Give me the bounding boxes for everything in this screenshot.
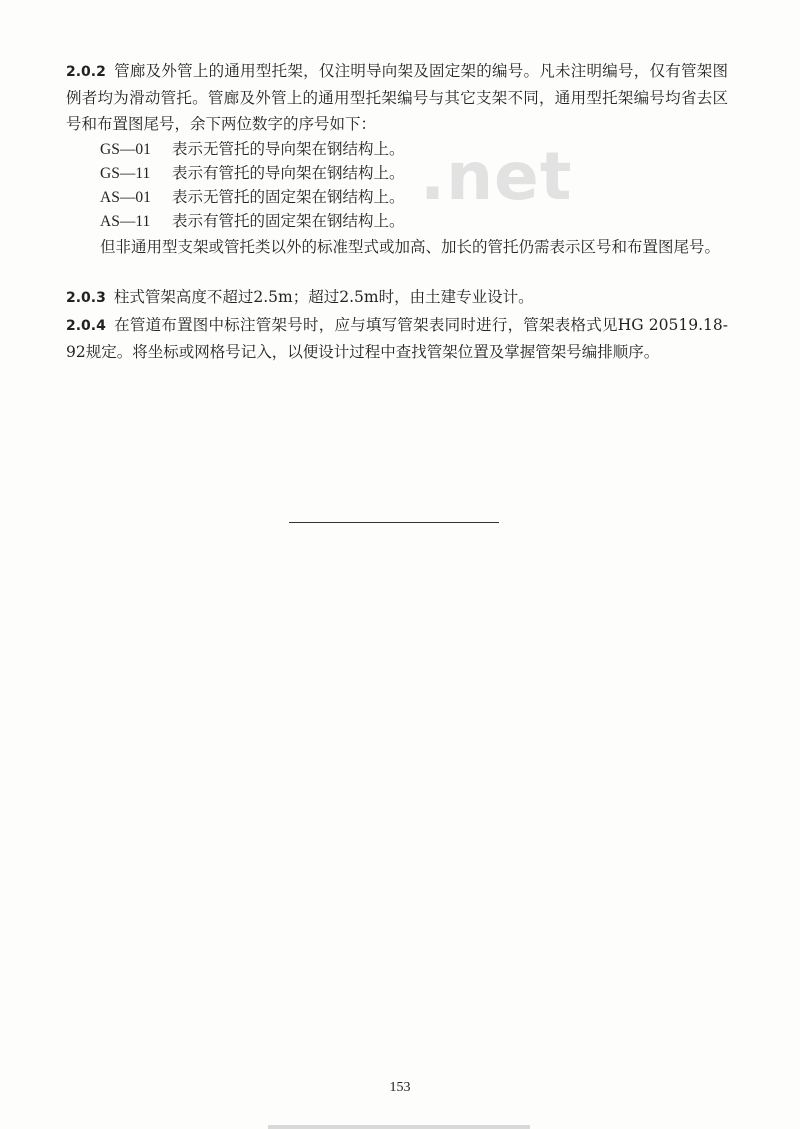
- section-number: 2.0.4: [66, 318, 106, 334]
- section-text: 在管道布置图中标注管架号时，应与填写管架表同时进行，管架表格式见HG 20519.18-92规定。将坐标或网格号记入，以便设计过程中查找管架位置及掌握管架号编排顺序。: [66, 316, 728, 361]
- code-line-as11: [100, 208, 405, 235]
- code-label: AS—01: [100, 189, 151, 206]
- code-line-as01: [100, 184, 405, 211]
- code-description: 表示有管托的固定架在钢结构上。: [172, 212, 405, 230]
- scan-edge: [268, 1125, 530, 1129]
- watermark: .net: [420, 138, 573, 215]
- section-2-0-3: [66, 284, 728, 311]
- code-description: 表示有管托的导向架在钢结构上。: [172, 164, 405, 182]
- end-rule: [289, 522, 499, 523]
- code-description: 表示无管托的固定架在钢结构上。: [172, 188, 405, 206]
- code-description: 表示无管托的导向架在钢结构上。: [172, 140, 405, 158]
- code-label: GS—01: [100, 141, 151, 158]
- code-label: GS—11: [100, 165, 151, 182]
- code-label: AS—11: [100, 213, 151, 230]
- page-number: 153: [389, 1080, 411, 1095]
- code-line-gs01: [100, 136, 405, 163]
- section-number: 2.0.2: [66, 64, 106, 80]
- section-text: 柱式管架高度不超过2.5m；超过2.5m时，由土建专业设计。: [113, 288, 534, 306]
- section-text: 管廊及外管上的通用型托架，仅注明导向架及固定架的编号。凡未注明编号，仅有管架图例者均为滑动管托。管廊及外管上的通用型托架编号与其它支架不同，通用型托架编号均省去区号和布置图尾号，余下两位数字的序号如下：: [66, 62, 728, 133]
- code-line-gs11: [100, 160, 405, 187]
- note-2-0-2: 但非通用型支架或管托类以外的标准型式或加高、加长的管托仍需表示区号和布置图尾号。: [100, 238, 721, 256]
- section-2-0-2: [66, 58, 728, 137]
- section-number: 2.0.3: [66, 290, 106, 306]
- section-2-0-4: [66, 312, 728, 365]
